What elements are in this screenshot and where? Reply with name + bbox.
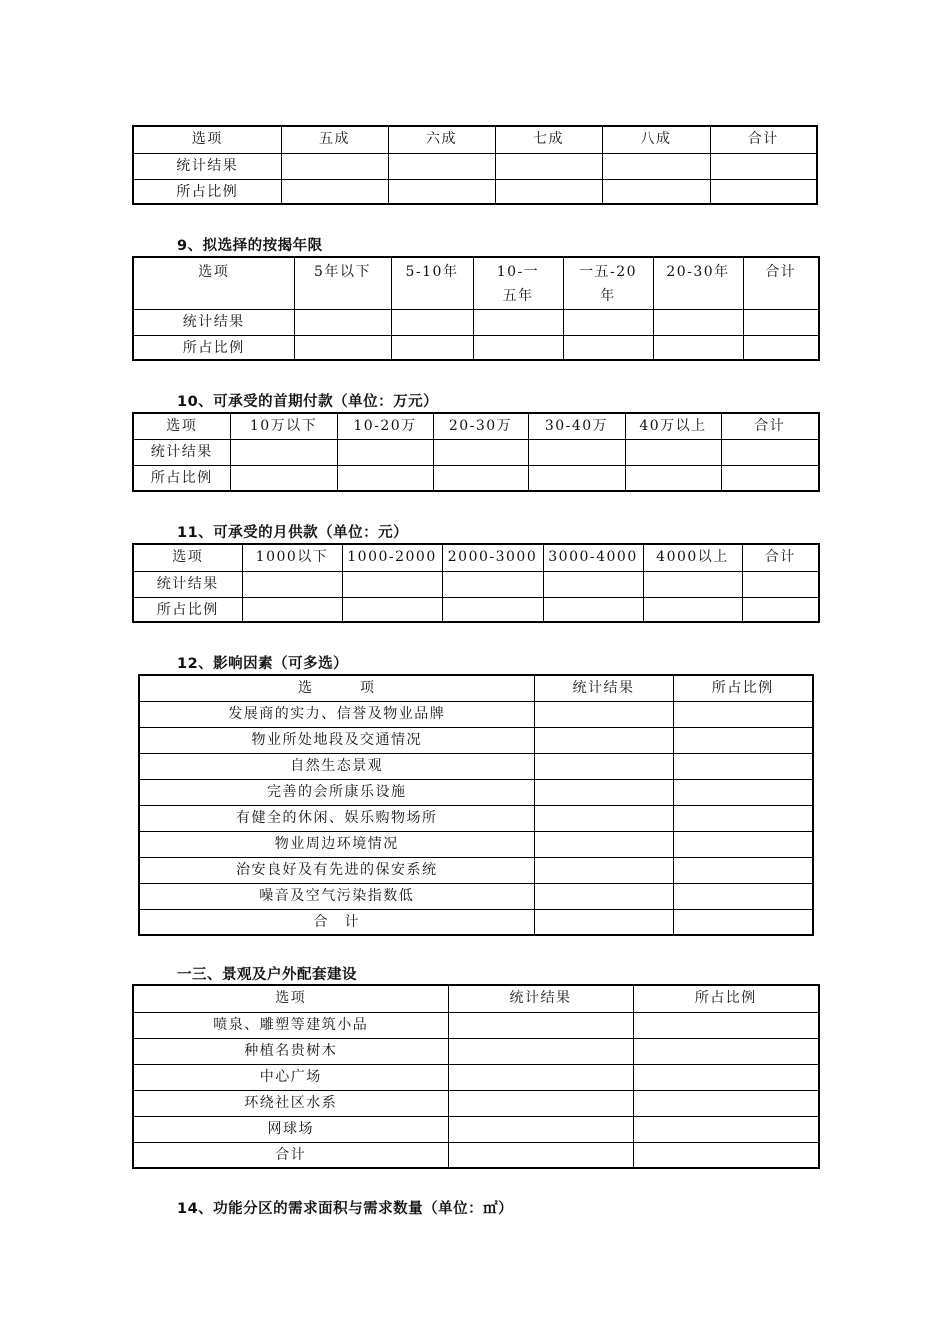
empty-cell — [281, 153, 388, 179]
monthly-payment-table — [132, 543, 820, 623]
row-label: 物业所处地段及交通情况 — [139, 727, 534, 753]
empty-cell — [742, 571, 819, 597]
empty-cell — [473, 309, 563, 335]
empty-cell — [534, 779, 673, 805]
empty-cell — [442, 597, 543, 622]
header-cell: 5年以下 — [294, 257, 391, 309]
row-label: 噪音及空气污染指数低 — [139, 883, 534, 909]
empty-cell — [473, 335, 563, 360]
empty-cell — [534, 857, 673, 883]
mortgage-term-table — [132, 256, 820, 361]
row-label: 统计结果 — [133, 153, 281, 179]
header-cell: 七成 — [495, 126, 602, 153]
header-cell: 10-一五年 — [473, 257, 563, 309]
row-label: 所占比例 — [133, 597, 242, 622]
header-cell: 1000-2000 — [342, 544, 442, 571]
empty-cell — [342, 571, 442, 597]
empty-cell — [643, 571, 742, 597]
header-cell: 20-30年 — [653, 257, 743, 309]
empty-cell — [448, 1090, 633, 1116]
table-row — [133, 597, 819, 622]
row-label: 自然生态景观 — [139, 753, 534, 779]
table-row — [133, 1116, 819, 1142]
empty-cell — [495, 179, 602, 204]
down-payment-table — [132, 412, 820, 492]
row-label: 喷泉、雕塑等建筑小品 — [133, 1012, 448, 1038]
row-label: 物业周边环境情况 — [139, 831, 534, 857]
section-title-monthly-payment: 11、可承受的月供款（单位：元） — [177, 525, 409, 541]
empty-cell — [448, 1038, 633, 1064]
header-cell: 30-40万 — [528, 413, 625, 439]
empty-cell — [743, 309, 819, 335]
table-header-row — [133, 544, 819, 571]
table-row — [133, 1090, 819, 1116]
empty-cell — [448, 1116, 633, 1142]
header-cell: 合计 — [721, 413, 819, 439]
empty-cell — [342, 597, 442, 622]
section-title-mortgage-term: 9、拟选择的按揭年限 — [177, 238, 323, 254]
empty-cell — [448, 1012, 633, 1038]
header-cell: 一五-20年 — [563, 257, 653, 309]
header-cell: 合计 — [742, 544, 819, 571]
empty-cell — [534, 883, 673, 909]
table-header-row — [133, 985, 819, 1012]
table-header-row — [133, 413, 819, 439]
empty-cell — [391, 335, 473, 360]
empty-cell — [743, 335, 819, 360]
row-label: 所占比例 — [133, 465, 230, 491]
header-cell: 所占比例 — [673, 675, 813, 701]
empty-cell — [673, 805, 813, 831]
row-label: 环绕社区水系 — [133, 1090, 448, 1116]
empty-cell — [388, 153, 495, 179]
row-label: 合 计 — [139, 909, 534, 935]
header-cell: 选项 — [133, 126, 281, 153]
empty-cell — [534, 831, 673, 857]
empty-cell — [602, 179, 710, 204]
empty-cell — [633, 1064, 819, 1090]
header-cell: 选项 — [133, 985, 448, 1012]
row-label: 统计结果 — [133, 439, 230, 465]
ratio-table — [132, 125, 818, 205]
table-row — [133, 1142, 819, 1168]
header-cell: 所占比例 — [633, 985, 819, 1012]
table-row — [133, 309, 819, 335]
table-row — [133, 439, 819, 465]
table-row — [139, 857, 813, 883]
empty-cell — [673, 727, 813, 753]
influence-factors-table — [138, 674, 814, 936]
section-title-influence-factors: 12、影响因素（可多选） — [177, 656, 349, 672]
empty-cell — [602, 153, 710, 179]
empty-cell — [673, 909, 813, 935]
empty-cell — [673, 857, 813, 883]
empty-cell — [534, 701, 673, 727]
row-label: 网球场 — [133, 1116, 448, 1142]
table-row — [139, 883, 813, 909]
empty-cell — [294, 309, 391, 335]
header-cell: 1000以下 — [242, 544, 342, 571]
header-cell: 10万以下 — [230, 413, 337, 439]
table-row — [139, 753, 813, 779]
empty-cell — [534, 727, 673, 753]
empty-cell — [673, 883, 813, 909]
header-cell: 20-30万 — [433, 413, 528, 439]
row-label: 发展商的实力、信誉及物业品牌 — [139, 701, 534, 727]
table-header-row — [139, 675, 813, 701]
header-cell: 合计 — [743, 257, 819, 309]
table-row — [139, 909, 813, 935]
empty-cell — [442, 571, 543, 597]
row-label: 所占比例 — [133, 335, 294, 360]
table-row — [139, 701, 813, 727]
empty-cell — [528, 439, 625, 465]
empty-cell — [448, 1142, 633, 1168]
row-label: 种植名贵树木 — [133, 1038, 448, 1064]
empty-cell — [242, 571, 342, 597]
table-header-row — [133, 126, 817, 153]
header-cell: 选项 — [133, 413, 230, 439]
empty-cell — [534, 805, 673, 831]
header-cell: 10-20万 — [337, 413, 433, 439]
table-row — [133, 465, 819, 491]
empty-cell — [230, 465, 337, 491]
header-cell: 4000以上 — [643, 544, 742, 571]
empty-cell — [388, 179, 495, 204]
header-cell: 八成 — [602, 126, 710, 153]
empty-cell — [633, 1090, 819, 1116]
empty-cell — [543, 571, 643, 597]
empty-cell — [230, 439, 337, 465]
empty-cell — [337, 465, 433, 491]
empty-cell — [391, 309, 473, 335]
header-cell: 5-10年 — [391, 257, 473, 309]
header-cell: 选 项 — [139, 675, 534, 701]
section-title-functional-zoning: 14、功能分区的需求面积与需求数量（单位：㎡） — [177, 1201, 514, 1217]
row-label: 治安良好及有先进的保安系统 — [139, 857, 534, 883]
table-row — [133, 179, 817, 204]
empty-cell — [433, 465, 528, 491]
header-cell: 3000-4000 — [543, 544, 643, 571]
table-header-row — [133, 257, 819, 309]
empty-cell — [633, 1116, 819, 1142]
section-title-landscape: 一三、景观及户外配套建设 — [177, 967, 357, 983]
table-row — [139, 831, 813, 857]
empty-cell — [721, 465, 819, 491]
header-cell: 合计 — [710, 126, 817, 153]
table-row — [139, 779, 813, 805]
empty-cell — [448, 1064, 633, 1090]
header-cell: 选项 — [133, 257, 294, 309]
landscape-table — [132, 984, 820, 1169]
header-cell: 40万以上 — [625, 413, 721, 439]
row-label: 完善的会所康乐设施 — [139, 779, 534, 805]
empty-cell — [742, 597, 819, 622]
section-title-down-payment: 10、可承受的首期付款（单位：万元） — [177, 394, 439, 410]
empty-cell — [543, 597, 643, 622]
empty-cell — [433, 439, 528, 465]
empty-cell — [653, 309, 743, 335]
table-row — [139, 727, 813, 753]
empty-cell — [563, 335, 653, 360]
row-label: 合计 — [133, 1142, 448, 1168]
header-cell: 统计结果 — [448, 985, 633, 1012]
header-cell: 五成 — [281, 126, 388, 153]
table-row — [133, 335, 819, 360]
empty-cell — [673, 831, 813, 857]
empty-cell — [710, 179, 817, 204]
empty-cell — [242, 597, 342, 622]
row-label: 有健全的休闲、娱乐购物场所 — [139, 805, 534, 831]
empty-cell — [563, 309, 653, 335]
header-cell: 选项 — [133, 544, 242, 571]
empty-cell — [534, 909, 673, 935]
empty-cell — [281, 179, 388, 204]
empty-cell — [534, 753, 673, 779]
empty-cell — [643, 597, 742, 622]
table-row — [133, 153, 817, 179]
empty-cell — [528, 465, 625, 491]
header-cell: 统计结果 — [534, 675, 673, 701]
empty-cell — [294, 335, 391, 360]
table-row — [133, 1064, 819, 1090]
table-row — [133, 1012, 819, 1038]
empty-cell — [625, 439, 721, 465]
empty-cell — [710, 153, 817, 179]
empty-cell — [673, 753, 813, 779]
row-label: 统计结果 — [133, 309, 294, 335]
table-row — [133, 571, 819, 597]
row-label: 中心广场 — [133, 1064, 448, 1090]
empty-cell — [633, 1012, 819, 1038]
empty-cell — [495, 153, 602, 179]
header-cell: 六成 — [388, 126, 495, 153]
empty-cell — [633, 1038, 819, 1064]
row-label: 所占比例 — [133, 179, 281, 204]
header-cell: 2000-3000 — [442, 544, 543, 571]
row-label: 统计结果 — [133, 571, 242, 597]
table-row — [133, 1038, 819, 1064]
empty-cell — [673, 701, 813, 727]
empty-cell — [721, 439, 819, 465]
empty-cell — [337, 439, 433, 465]
empty-cell — [625, 465, 721, 491]
empty-cell — [633, 1142, 819, 1168]
empty-cell — [673, 779, 813, 805]
empty-cell — [653, 335, 743, 360]
table-row — [139, 805, 813, 831]
